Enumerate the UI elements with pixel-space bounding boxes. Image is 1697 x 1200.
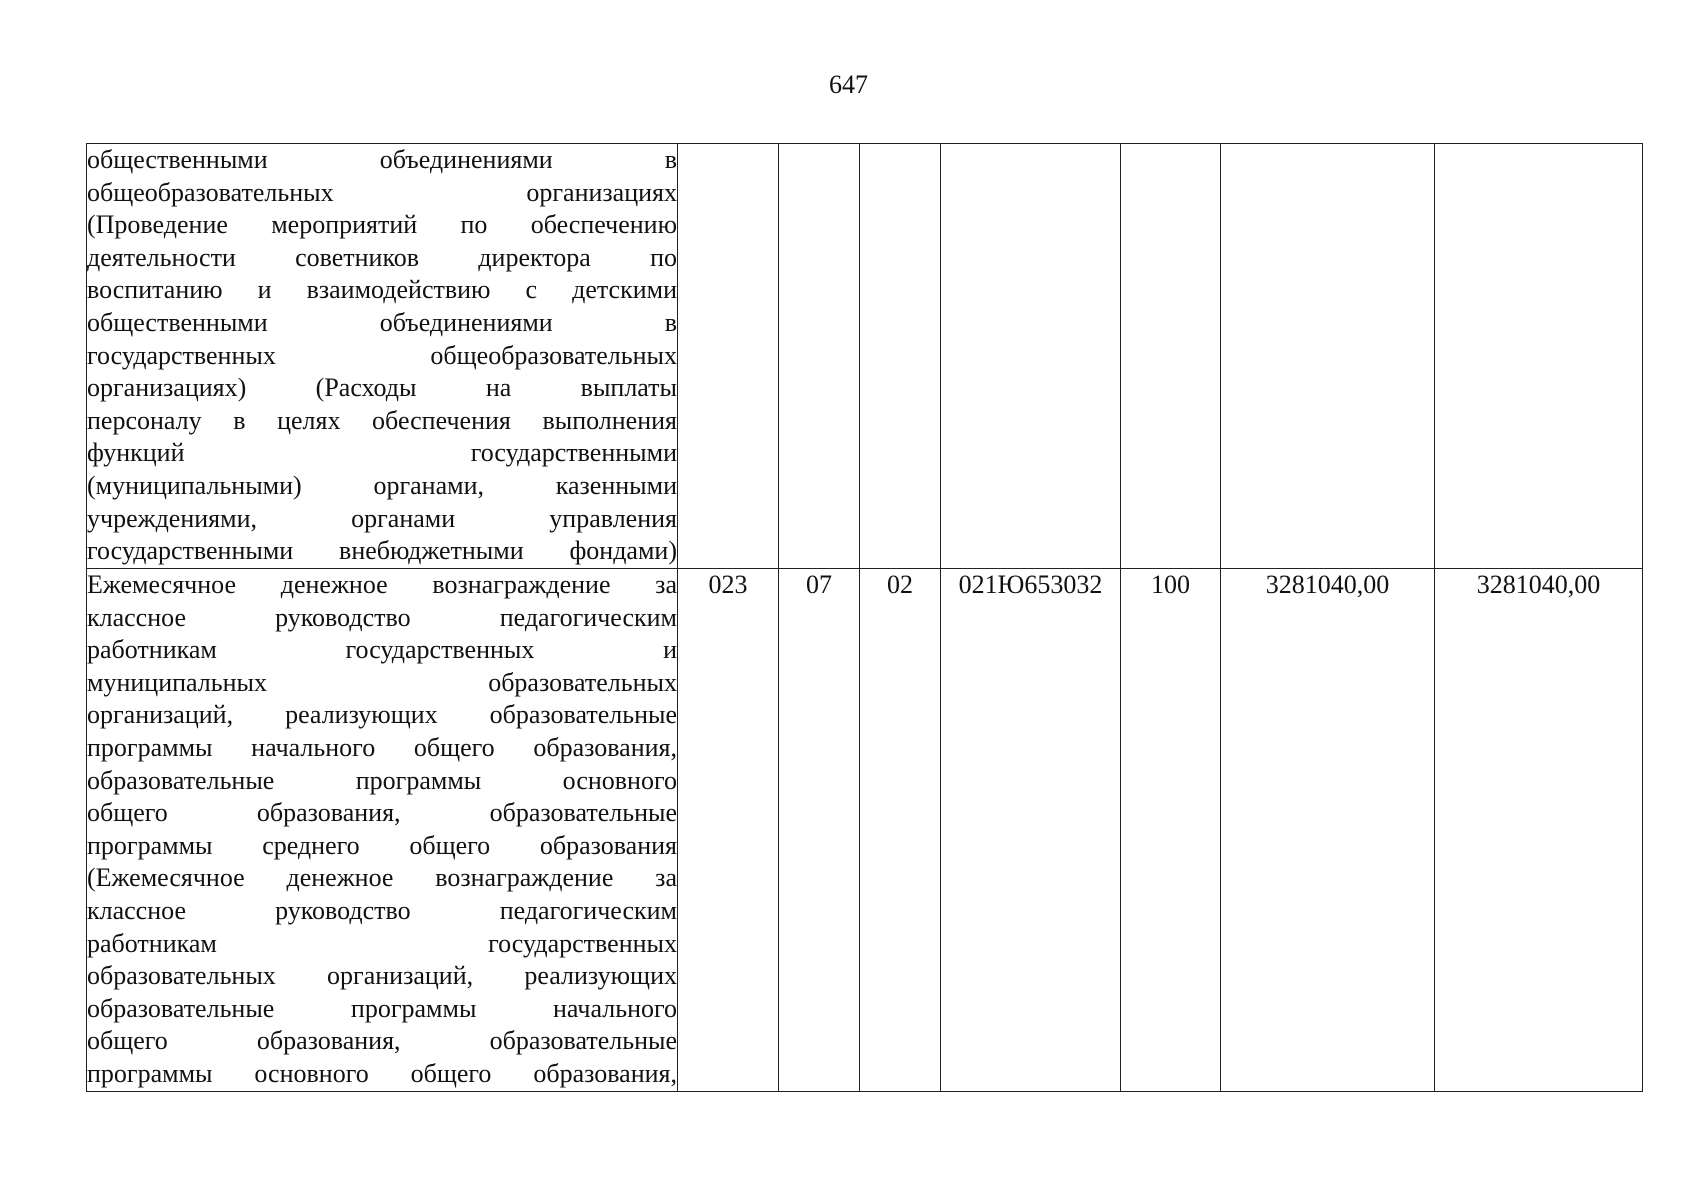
description-line: программы начального общего образования, [87,732,677,762]
expense-type-cell [1121,144,1221,569]
description-line: организаций, реализующих образовательные [87,700,677,730]
description-line: (муниципальными) органами, казенными [87,470,677,500]
table-row [87,569,1643,1092]
description-line: классное руководство педагогическим [87,602,677,632]
description-line: (Ежемесячное денежное вознаграждение за [87,863,677,893]
description-line: государственных общеобразовательных [87,340,677,370]
description-line: учреждениями, органами управления [87,503,677,533]
description-line: воспитанию и взаимодействию с детскими [87,275,677,305]
description-line: деятельности советников директора по [87,242,677,272]
description-line: программы среднего общего образования [87,830,677,860]
expense-type-cell: 100 [1121,569,1221,1092]
description-line: (Проведение мероприятий по обеспечению [87,210,677,240]
description-line: программы основного общего образования, [87,1058,677,1088]
amount-cell [1435,144,1643,569]
ministry-code-cell [678,144,779,569]
description-line: работникам государственных [87,928,677,958]
target-article-cell [941,144,1121,569]
target-article-cell: 021Ю653032 [941,569,1121,1092]
amount-cell: 3281040,00 [1221,569,1435,1092]
budget-table [86,143,1643,1092]
description-line: муниципальных образовательных [87,667,677,697]
description-line: образовательные программы начального [87,993,677,1023]
table-row [87,144,1643,569]
description-line: образовательных организаций, реализующих [87,961,677,991]
description-line: общественными объединениями в [87,307,677,337]
description-line: функций государственными [87,438,677,468]
description-cell [87,569,678,1092]
ministry-code-cell: 023 [678,569,779,1092]
page-number: 647 [829,70,868,99]
description-line: общего образования, образовательные [87,1026,677,1056]
description-line: Ежемесячное денежное вознаграждение за [87,570,677,599]
subsection-code-cell: 02 [860,569,941,1092]
description-line: работникам государственных и [87,635,677,665]
description-line: персоналу в целях обеспечения выполнения [87,405,677,435]
description-line: классное руководство педагогическим [87,895,677,925]
section-code-cell: 07 [779,569,860,1092]
description-line: общего образования, образовательные [87,798,677,828]
description-line: образовательные программы основного [87,765,677,795]
amount-cell: 3281040,00 [1435,569,1643,1092]
description-cell [87,144,678,569]
section-code-cell [779,144,860,569]
description-line: государственными внебюджетными фондами) [87,536,677,566]
subsection-code-cell [860,144,941,569]
amount-cell [1221,144,1435,569]
description-line: общественными объединениями в [87,145,677,174]
description-line: общеобразовательных организациях [87,177,677,207]
description-line: организациях) (Расходы на выплаты [87,373,677,403]
